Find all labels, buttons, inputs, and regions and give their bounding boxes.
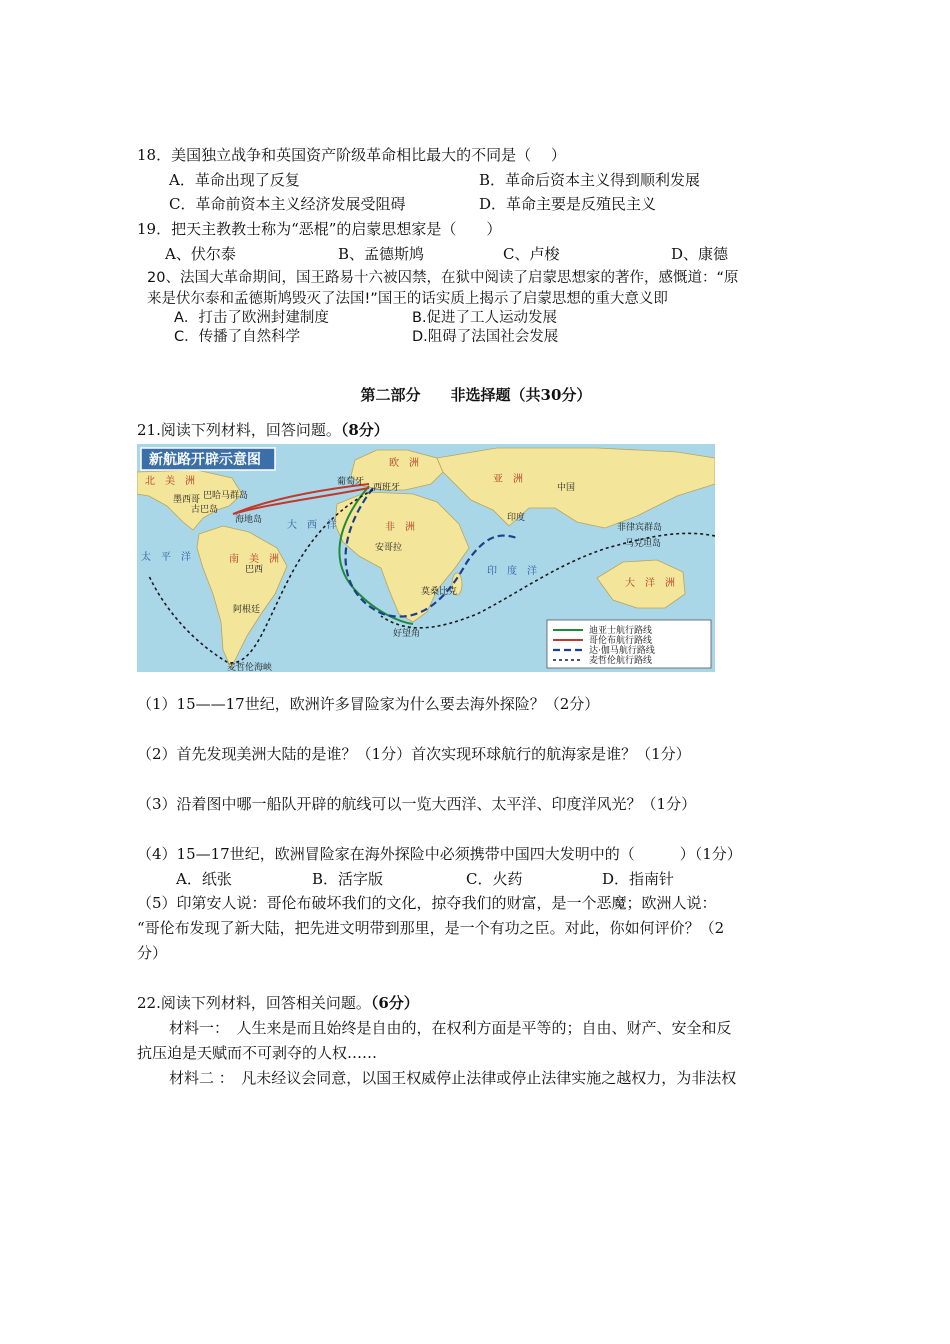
q21-sub2: （2）首先发现美洲大陆的是谁？（1分）首次实现环球航行的航海家是谁？（1分） <box>137 745 691 763</box>
q19-option-d: D、康德 <box>671 245 729 263</box>
q22-material2-line1: 材料二 ： 凡未经议会同意，以国王权威停止法律或停止法律实施之越权力，为非法权 <box>169 1069 737 1087</box>
map-legend <box>547 620 711 668</box>
new-sea-routes-map <box>137 444 715 672</box>
q21-sub5-line1: （5）印第安人说：哥伦布破坏我们的文化，掠夺我们的财富，是一个恶魔；欧洲人说： <box>137 894 717 912</box>
q21-sub4-option-b: B．活字版 <box>312 870 384 888</box>
q19-stem: 19．把天主教教士称为“恶棍”的启蒙思想家是（ ） <box>137 220 502 238</box>
q21-sub4: （4）15—17世纪，欧洲冒险家在海外探险中必须携带中国四大发明中的（ ）（1分） <box>137 845 742 863</box>
q18-option-d: D．革命主要是反殖民主义 <box>479 195 657 213</box>
label-cuba: 古巴岛 <box>191 505 219 515</box>
label-pacific: 太 平 洋 <box>141 552 191 563</box>
q21-sub3: （3）沿着图中哪一船队开辟的航线可以一览大西洋、太平洋、印度洋风光？（1分） <box>137 795 697 813</box>
q22-stem-line <box>137 993 419 1013</box>
q18-option-b: B．革命后资本主义得到顺利发展 <box>479 171 701 189</box>
label-bahamas: 巴哈马群岛 <box>203 491 249 501</box>
q22-material1-line2: 抗压迫是天赋而不可剥夺的人权…… <box>137 1044 378 1062</box>
q21-sub5-line3: 分） <box>137 944 168 962</box>
q18-option-c: C．革命前资本主义经济发展受阻碍 <box>169 195 406 213</box>
label-spain: 西班牙 <box>373 483 401 493</box>
label-europe: 欧 洲 <box>389 458 419 469</box>
q22-stem: 22.阅读下列材料，回答相关问题。 <box>137 994 371 1012</box>
label-indian: 印 度 洋 <box>487 566 537 577</box>
q19-option-b: B、孟德斯鸠 <box>338 245 425 263</box>
label-oceania: 大 洋 洲 <box>625 578 675 589</box>
q21-score: （8分） <box>340 421 389 439</box>
label-mozambique: 莫桑比克 <box>421 587 458 597</box>
q21-stem: 21.阅读下列材料，回答问题。 <box>137 421 341 439</box>
label-magellan-strait: 麦哲伦海峡 <box>227 663 273 672</box>
label-africa: 非 洲 <box>385 522 415 533</box>
q18-option-a: A．革命出现了反复 <box>169 171 300 189</box>
label-argentina: 阿根廷 <box>233 605 261 615</box>
label-south-america: 南 美 洲 <box>229 554 279 565</box>
label-north-america: 北 美 洲 <box>145 476 195 487</box>
q21-sub4-option-a: A．纸张 <box>176 870 232 888</box>
q21-sub4-option-d: D．指南针 <box>602 870 675 888</box>
label-brazil: 巴西 <box>245 565 264 575</box>
label-atlantic: 大 西 洋 <box>287 520 337 531</box>
legend-dias: 迪亚士航行路线 <box>589 626 653 636</box>
label-asia: 亚 洲 <box>493 474 523 485</box>
legend-gama: 达·伽马航行路线 <box>589 646 655 656</box>
q19-option-c: C、卢梭 <box>503 245 560 263</box>
label-philippines: 菲律宾群岛 <box>617 523 663 533</box>
q21-sub1: （1）15——17世纪，欧洲许多冒险家为什么要去海外探险？（2分） <box>137 695 600 713</box>
q20-line1: 20、法国大革命期间，国王路易十六被囚禁，在狱中阅读了启蒙思想家的著作，感慨道：“原 <box>147 270 739 286</box>
label-china: 中国 <box>557 483 576 493</box>
q21-sub5-line2: “哥伦布发现了新大陆，把先进文明带到那里，是一个有功之臣。对此，你如何评价？（2 <box>137 919 725 937</box>
legend-columbus: 哥伦布航行路线 <box>589 636 653 646</box>
legend-magellan: 麦哲伦航行路线 <box>589 656 653 666</box>
label-portugal: 葡萄牙 <box>337 477 365 487</box>
label-india: 印度 <box>507 513 526 523</box>
label-moluccas: 马克坦岛 <box>625 539 662 549</box>
label-cape: 好望角 <box>393 629 421 639</box>
q20-option-a: A．打击了欧洲封建制度 <box>174 310 329 326</box>
part2-title: 第二部分 非选择题（共30分） <box>360 386 592 404</box>
q20-option-d: D.阻碍了法国社会发展 <box>412 329 559 345</box>
label-haiti: 海地岛 <box>235 515 263 525</box>
map-title: 新航路开辟示意图 <box>149 452 261 468</box>
q22-score: （6分） <box>370 994 419 1012</box>
q20-option-b: B.促进了工人运动发展 <box>412 310 558 326</box>
q22-material1-line1: 材料一： 人生来是而且始终是自由的，在权利方面是平等的；自由、财产、安全和反 <box>169 1019 732 1037</box>
q20-option-c: C．传播了自然科学 <box>174 329 301 345</box>
q20-line2: 来是伏尔泰和孟德斯鸠毁灭了法国!”国王的话实质上揭示了启蒙思想的重大意义即 <box>147 291 668 307</box>
q21-stem-line <box>137 420 389 440</box>
q21-sub4-option-c: C．火药 <box>466 870 523 888</box>
label-angola: 安哥拉 <box>375 543 403 553</box>
label-mexico: 墨西哥 <box>173 495 201 505</box>
q18-stem: 18．美国独立战争和英国资产阶级革命相比最大的不同是（ ） <box>137 146 566 164</box>
q19-option-a: A、伏尔泰 <box>165 245 236 263</box>
